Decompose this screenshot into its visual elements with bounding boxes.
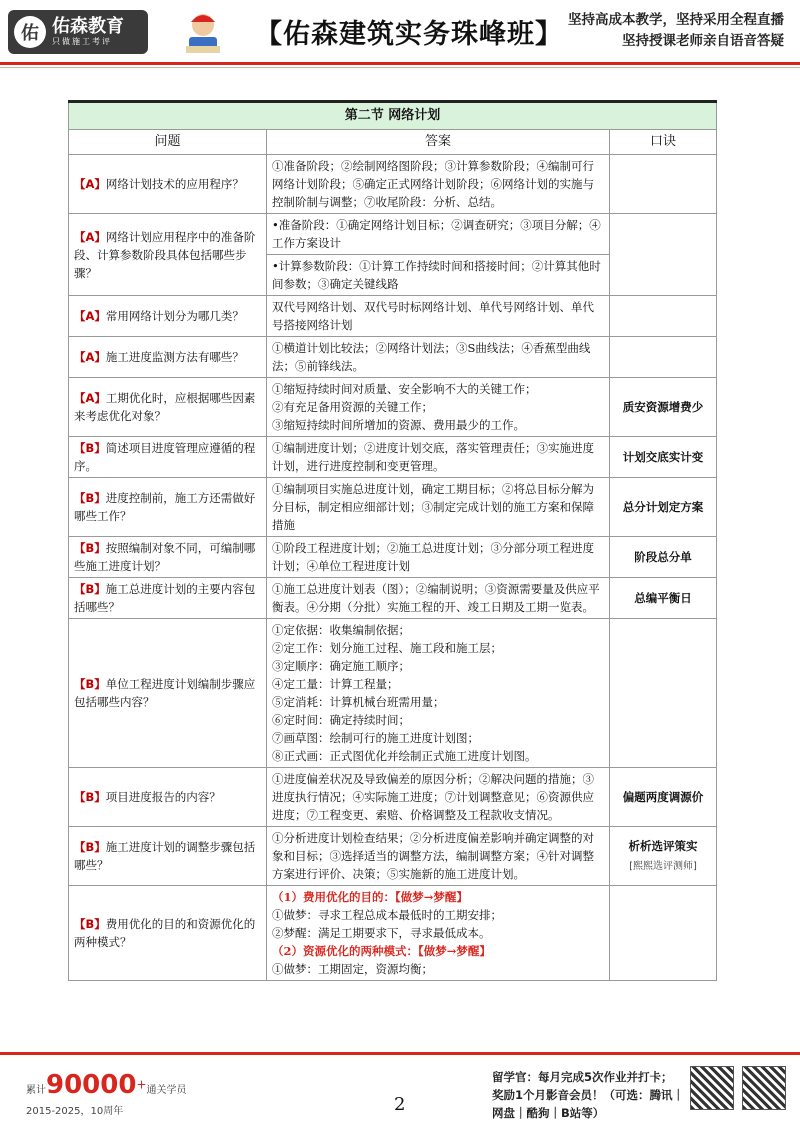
level-badge: 【B】 [74, 582, 106, 596]
answer-cell [267, 337, 610, 378]
slogan-line-2: 坚持授课老师亲自语音答疑 [622, 33, 784, 49]
table-row [69, 155, 717, 214]
answer-line: 双代号网络计划、双代号时标网络计划、单代号网络计划、单代号搭接网络计划 [272, 300, 594, 332]
question-cell [69, 155, 267, 214]
answer-line: ①进度偏差状况及导致偏差的原因分析；②解决问题的措施；③进度执行情况；④实际施工进度；⑦计划调整意见；⑥资源供应进度；⑦工程变更、索赔、价格调整及工程款收支情况。 [272, 772, 594, 822]
answer-cell [267, 155, 610, 214]
logo [8, 10, 148, 54]
answer-line: ①做梦：工期固定，资源均衡； [272, 962, 433, 976]
mnemonic-cell [610, 578, 717, 619]
answer-line: ①编制项目实施总进度计划，确定工期目标；②将总目标分解为分目标，制定相应细部计划；③制定完成计划的施工方案和保障措施 [272, 482, 594, 532]
stat-suffix: 通关学员 [146, 1085, 187, 1096]
mnemonic-text: 计划交底实计变 [622, 450, 704, 464]
footer-divider [0, 1052, 800, 1055]
answer-line: ①定依据：收集编制依据； [272, 623, 410, 637]
answer-line: ①施工总进度计划表（图）；②编制说明；③资源需要量及供应平衡表。④分期（分批）实施工程的开、竣工日期及工期一览表。 [272, 582, 600, 614]
table-row [69, 886, 717, 981]
mnemonic-cell [610, 827, 717, 886]
mnemonic-text: 总编平衡日 [634, 591, 692, 605]
page-footer [0, 1052, 800, 1132]
answer-cell [267, 768, 610, 827]
answer-cell [267, 214, 610, 296]
question-cell [69, 537, 267, 578]
mnemonic-cell [610, 478, 717, 537]
mnemonic-cell [610, 437, 717, 478]
mnemonic-text: 偏题两度调源价 [622, 790, 704, 804]
table-row [69, 437, 717, 478]
promo-line-2: 奖励1个月影音会员！（可选：腾讯｜ [492, 1088, 684, 1102]
mnemonic-note: [熙熙选评测师] [629, 860, 697, 872]
question-text: 简述项目进度管理应遵循的程序。 [74, 441, 256, 473]
question-cell [69, 437, 267, 478]
answer-cell [267, 619, 610, 768]
level-badge: 【A】 [74, 229, 106, 244]
answer-cell [267, 437, 610, 478]
mnemonic-cell [610, 378, 717, 437]
answer-line: ②有充足备用资源的关键工作； [272, 400, 433, 414]
years-label: 2015-2025，10周年 [26, 1106, 124, 1117]
question-text: 常用网络计划分为哪几类？ [105, 309, 244, 323]
page-number: 2 [394, 1094, 406, 1115]
answer-line: ⑥定时间：确定持续时间； [272, 713, 410, 727]
level-badge: 【A】 [74, 177, 106, 191]
level-badge: 【A】 [74, 350, 106, 364]
answer-cell [267, 296, 610, 337]
mnemonic-text: 质安资源增费少 [622, 400, 704, 414]
question-cell [69, 768, 267, 827]
table-row [69, 827, 717, 886]
answer-line: •计算参数阶段：①计算工作持续时间和搭接时间；②计算其他时间参数；③确定关键线路 [267, 254, 609, 293]
header-divider [0, 62, 800, 65]
table-row [69, 337, 717, 378]
table-row [69, 619, 717, 768]
question-cell [69, 886, 267, 981]
answer-line: ①准备阶段；②绘制网络图阶段；③计算参数阶段；④编制可行网络计划阶段；⑤确定正式网络计划阶段；⑥网络计划的实施与控制阶制与调整；⑦收尾阶段：分析、总结。 [272, 159, 594, 209]
promo-line-1: 留学官：每月完成5次作业并打卡； [492, 1070, 673, 1084]
question-text: 项目进度报告的内容？ [105, 790, 221, 804]
mnemonic-text: 总分计划定方案 [622, 500, 704, 514]
question-text: 单位工程进度计划编制步骤应包括哪些内容？ [74, 677, 256, 709]
question-cell [69, 578, 267, 619]
answer-line: ③定顺序：确定施工顺序； [272, 659, 410, 673]
mnemonic-cell [610, 155, 717, 214]
section-title: 第二节 网络计划 [69, 102, 717, 130]
table-row [69, 214, 717, 296]
mascot-icon [178, 8, 228, 58]
question-cell [69, 296, 267, 337]
mnemonic-cell [610, 296, 717, 337]
logo-name: 佑森教育 [52, 16, 124, 37]
level-badge: 【B】 [74, 491, 106, 505]
question-text: 施工总进度计划的主要内容包括哪些？ [74, 582, 256, 614]
answer-line: ①横道计划比较法；②网络计划法；③S曲线法；④香蕉型曲线法；⑤前锋线法。 [272, 341, 591, 373]
table-row [69, 768, 717, 827]
table-row [69, 537, 717, 578]
mnemonic-cell [610, 214, 717, 296]
mnemonic-cell [610, 886, 717, 981]
column-header-question: 问题 [69, 130, 267, 155]
page-title: 【佑森建筑实务珠峰班】 [255, 19, 563, 50]
answer-line: ③缩短持续时间所增加的资源、费用最少的工作。 [272, 418, 525, 432]
table-row [69, 296, 717, 337]
stat-plus: + [136, 1077, 147, 1092]
answer-line: ②梦醒：满足工期要求下，寻求最低成本。 [272, 926, 491, 940]
table-row [69, 578, 717, 619]
mnemonic-text: 析析选评策实 [628, 838, 698, 853]
mnemonic-cell [610, 768, 717, 827]
question-cell [69, 478, 267, 537]
qr-code-icon[interactable] [690, 1066, 734, 1110]
answer-cell [267, 886, 610, 981]
answer-line: （1）费用优化的目的：【做梦→梦醒】 [272, 890, 468, 904]
answer-cell [267, 578, 610, 619]
stat-number: 90000 [46, 1070, 137, 1100]
answer-line: ①编制进度计划；②进度计划交底，落实管理责任；③实施进度计划，进行进度控制和变更管理。 [272, 441, 594, 473]
header-divider-thin [0, 67, 800, 68]
answer-line: ①阶段工程进度计划；②施工总进度计划；③分部分项工程进度计划；④单位工程进度计划 [272, 541, 594, 573]
answer-cell [267, 537, 610, 578]
qa-table [68, 100, 717, 981]
learner-stat [26, 1070, 187, 1100]
level-badge: 【B】 [74, 917, 106, 931]
mnemonic-cell [610, 619, 717, 768]
promo-line-3: 网盘｜酷狗｜B站等） [492, 1106, 605, 1120]
answer-line: ②定工作：划分施工过程、施工段和施工层； [272, 641, 502, 655]
question-text: 工期优化时，应根据哪些因素来考虑优化对象？ [74, 391, 256, 423]
question-text: 按照编制对象不同，可编制哪些施工进度计划？ [74, 541, 256, 573]
level-badge: 【B】 [74, 541, 106, 555]
answer-line: •准备阶段：①确定网络计划目标；②调查研究；③项目分解；④工作方案设计 [272, 218, 601, 250]
question-cell [69, 827, 267, 886]
level-badge: 【B】 [74, 677, 106, 691]
answer-line: ⑤定消耗：计算机械台班需用量； [272, 695, 445, 709]
logo-icon: 佑 [14, 16, 46, 48]
slogan-line-1: 坚持高成本教学，坚持采用全程直播 [568, 12, 784, 28]
level-badge: 【B】 [74, 441, 106, 455]
slogan [568, 10, 784, 52]
answer-cell [267, 378, 610, 437]
question-cell [69, 337, 267, 378]
question-cell [69, 214, 267, 296]
mnemonic-cell [610, 337, 717, 378]
answer-line: ⑧正式画：正式图优化并绘制正式施工进度计划图。 [272, 749, 537, 763]
level-badge: 【B】 [74, 790, 106, 804]
question-cell [69, 378, 267, 437]
logo-tag: 只做施工考评 [52, 37, 112, 46]
column-header-mnemonic: 口诀 [610, 130, 717, 155]
answer-line: （2）资源优化的两种模式：【做梦→梦醒】 [272, 944, 491, 958]
answer-line: ①做梦：寻求工程总成本最低时的工期安排； [272, 908, 502, 922]
level-badge: 【B】 [74, 840, 106, 854]
table-row [69, 378, 717, 437]
answer-line: ⑦画草图：绘制可行的施工进度计划图； [272, 731, 479, 745]
answer-line: ④定工量：计算工程量； [272, 677, 399, 691]
qr-code-icon-2[interactable] [742, 1066, 786, 1110]
question-text: 网络计划技术的应用程序？ [105, 177, 244, 191]
mnemonic-cell [610, 537, 717, 578]
question-text: 网络计划应用程序中的准备阶段、计算参数阶段具体包括哪些步骤？ [74, 229, 256, 280]
question-cell [69, 619, 267, 768]
question-text: 施工进度计划的调整步骤包括哪些？ [74, 840, 256, 872]
promo-text [492, 1068, 684, 1122]
question-text: 费用优化的目的和资源优化的两种模式？ [74, 917, 256, 949]
level-badge: 【A】 [74, 309, 106, 323]
answer-cell [267, 827, 610, 886]
question-text: 进度控制前，施工方还需做好哪些工作？ [74, 491, 256, 523]
answer-line: ①缩短持续时间对质量、安全影响不大的关键工作； [272, 382, 537, 396]
answer-line: ①分析进度计划检查结果；②分析进度偏差影响并确定调整的对象和目标；③选择适当的调整方法，编制调整方案；④针对调整方案进行评价、决策；⑤实施新的施工进度计划。 [272, 831, 594, 881]
answer-cell [267, 478, 610, 537]
page-header [0, 0, 800, 84]
level-badge: 【A】 [74, 391, 106, 405]
column-header-answer: 答案 [267, 130, 610, 155]
stat-prefix: 累计 [26, 1085, 46, 1096]
mnemonic-text: 阶段总分单 [634, 550, 692, 564]
question-text: 施工进度监测方法有哪些？ [105, 350, 244, 364]
table-row [69, 478, 717, 537]
